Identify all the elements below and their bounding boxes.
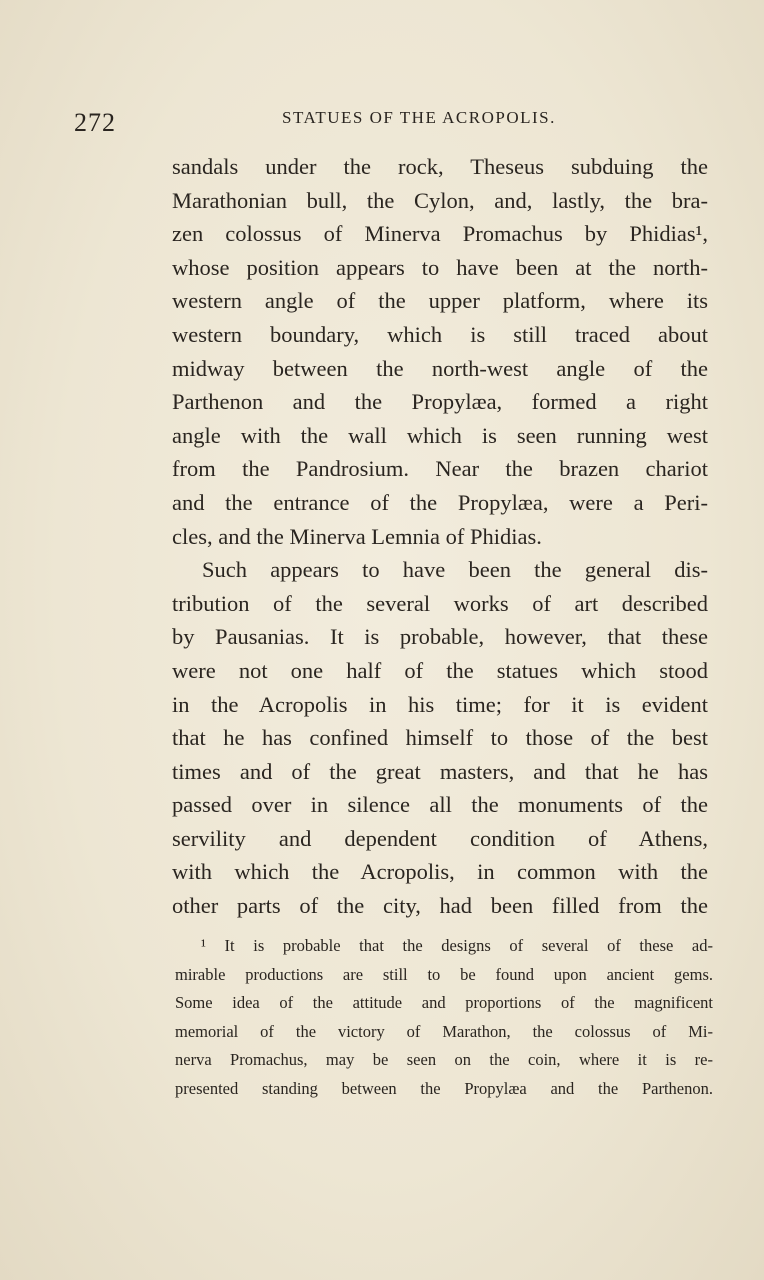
running-head: STATUES OF THE ACROPOLIS. bbox=[282, 108, 556, 127]
body-line: that he has confined himself to those of the best bbox=[172, 725, 708, 751]
body-line: by Pausanias. It is probable, however, that these bbox=[172, 624, 708, 650]
body-line: cles, and the Minerva Lemnia of Phidias. bbox=[172, 523, 542, 549]
body-line: other parts of the city, had been filled from the bbox=[172, 893, 708, 919]
footnote-line: memorial of the victory of Marathon, the colossus of Mi- bbox=[175, 1021, 713, 1041]
page-number: 272 bbox=[74, 108, 116, 137]
body-line: passed over in silence all the monuments of the bbox=[172, 792, 708, 818]
body-line: midway between the north-west angle of the bbox=[172, 355, 708, 381]
body-line: sandals under the rock, Theseus subduing the bbox=[172, 154, 708, 179]
footnote-line: nerva Promachus, may be seen on the coin, where it is re- bbox=[175, 1050, 713, 1069]
body-line: in the Acropolis in his time; for it is evident bbox=[172, 691, 708, 717]
body-line: and the entrance of the Propylæa, were a Peri- bbox=[172, 489, 708, 515]
footnote-line: presented standing between the Propylæa and the Parthenon. bbox=[175, 1078, 713, 1098]
body-line: tribution of the several works of art described bbox=[172, 590, 708, 616]
body-line: zen colossus of Minerva Promachus by Phidias¹, bbox=[172, 221, 708, 247]
footnote-line: mirable productions are still to be found upon ancient gems. bbox=[175, 964, 713, 984]
body-line: western boundary, which is still traced about bbox=[172, 321, 708, 347]
body-line: servility and dependent condition of Athens, bbox=[172, 825, 708, 851]
body-line: western angle of the upper platform, where its bbox=[172, 288, 708, 314]
body-line: times and of the great masters, and that he has bbox=[172, 758, 708, 784]
footnote-line: ¹ It is probable that the designs of several of these ad- bbox=[201, 936, 713, 955]
body-line: were not one half of the statues which stood bbox=[172, 657, 708, 683]
body-line: angle with the wall which is seen running west bbox=[172, 422, 708, 448]
body-line: Parthenon and the Propylæa, formed a right bbox=[172, 389, 708, 415]
paragraph-start-line: Such appears to have been the general dis- bbox=[202, 557, 708, 583]
body-line: Marathonian bull, the Cylon, and, lastly, the bra- bbox=[172, 187, 708, 213]
footnote bbox=[175, 932, 713, 1103]
footnote-line: Some idea of the attitude and proportions of the magnificent bbox=[175, 993, 713, 1012]
body-text bbox=[172, 150, 708, 923]
body-line: whose position appears to have been at the north- bbox=[172, 254, 708, 280]
body-line: from the Pandrosium. Near the brazen chariot bbox=[172, 456, 708, 482]
body-line: with which the Acropolis, in common with the bbox=[172, 859, 708, 885]
